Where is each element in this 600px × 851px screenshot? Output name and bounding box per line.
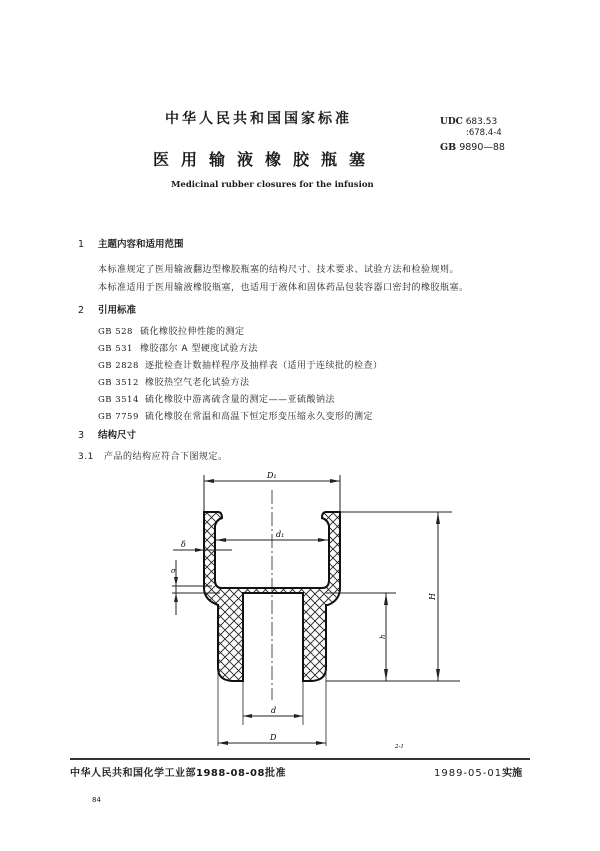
figure-caption: 2-1	[395, 744, 404, 750]
section-1-heading: 1 主题内容和适用范围	[78, 239, 184, 250]
label-H: H	[428, 593, 437, 600]
section-1-paragraph-1: 本标准规定了医用输液翻边型橡胶瓶塞的结构尺寸、技术要求、试验方法和检验规则。	[98, 265, 460, 275]
label-d: d	[271, 706, 277, 715]
reference-row: GB 528 硫化橡胶拉伸性能的测定	[98, 327, 245, 337]
gb-number-value: 9890—88	[459, 142, 505, 153]
english-title: Medicinal rubber closures for the infusion	[171, 180, 374, 190]
section-1-paragraph-2: 本标准适用于医用输液橡胶瓶塞，也适用于液体和固体药品包装容器口密封的橡胶瓶塞。	[98, 283, 469, 293]
effective-date: 1989-05-01	[434, 768, 503, 779]
document-title: 医用输液橡胶瓶塞	[153, 150, 378, 169]
standard-title: 中华人民共和国国家标准	[165, 111, 352, 127]
section-3-heading: 3 结构尺寸	[78, 430, 137, 441]
section-2-title: 引用标准	[98, 305, 137, 316]
label-delta: δ	[181, 540, 186, 549]
approval-statement: 中华人民共和国化学工业部1988-08-08批准	[70, 768, 286, 779]
reference-row: GB 2828 逐批检查计数抽样程序及抽样表（适用于连续批的检查）	[98, 361, 383, 371]
reference-row: GB 7759 硫化橡胶在常温和高温下恒定形变压缩永久变形的测定	[98, 412, 374, 422]
section-1-title: 主题内容和适用范围	[98, 239, 184, 250]
effective-statement	[434, 764, 522, 779]
reference-row: GB 3512 橡胶热空气老化试验方法	[98, 378, 250, 388]
section-3-title: 结构尺寸	[98, 430, 137, 441]
label-h: h	[379, 634, 387, 639]
gb-label: GB	[440, 142, 457, 153]
label-d1: d₁	[276, 530, 285, 539]
label-D1: D₁	[267, 471, 277, 480]
label-D: D	[270, 733, 277, 742]
label-sigma: σ	[171, 567, 176, 575]
page-number: 84	[92, 796, 101, 804]
reference-row: GB 531 橡胶邵尔 A 型硬度试验方法	[98, 344, 258, 354]
reference-row: GB 3514 硫化橡胶中游离硫含量的测定——亚硫酸钠法	[98, 395, 336, 405]
udc-line2: :678.4-4	[466, 128, 502, 138]
section-2-heading: 2 引用标准	[78, 305, 137, 316]
udc-label: UDC	[440, 117, 463, 127]
footer-divider	[70, 758, 530, 760]
udc-line1: 683.53	[465, 117, 498, 127]
section-3-1: 3.1 产品的结构应符合下图规定。	[78, 452, 228, 462]
effective-label: 实施	[502, 768, 523, 779]
